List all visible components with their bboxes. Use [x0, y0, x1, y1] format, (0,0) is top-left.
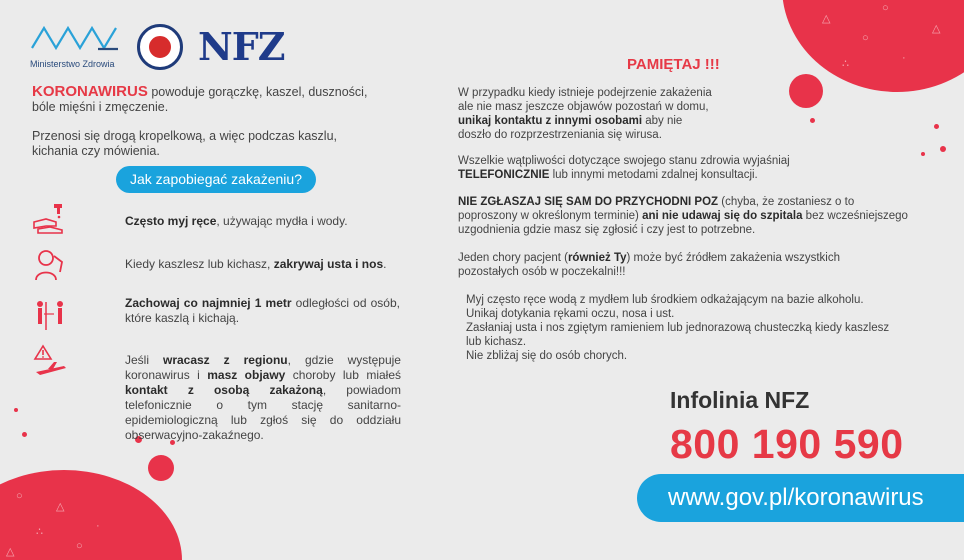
remember-heading: PAMIĘTAJ !!! [627, 56, 720, 73]
ministry-of-health-logo [30, 22, 122, 69]
paragraph-stay-home: W przypadku kiedy istnieje podejrzenie zakażenia ale nie masz jeszcze objawów pozostań w domu, unikaj kontaktu z innymi osobami aby nie doszło do rozprzestrzeniania się wirusa. [458, 87, 712, 141]
decorative-dot [14, 408, 18, 412]
eagle-emblem-icon [147, 34, 173, 60]
paragraph-dont-visit-clinic: NIE ZGŁASZAJ SIĘ SAM DO PRZYCHODNI POZ (chyba, że zostaniesz o to poproszony w określonym terminie) ani nie udawaj się do szpitala bez wcześniejszego uzgodnienia gdzie masz się zgłosić i czy jest to potrzebne. [458, 196, 908, 236]
nfz-logo: NFZ [198, 24, 285, 69]
decorative-dot [934, 124, 939, 129]
prevention-button[interactable]: Jak zapobiegać zakażeniu? [116, 166, 316, 193]
hotline-phone[interactable]: 800 190 590 [670, 421, 904, 467]
decorative-blob-bottom-left: ○ △ · ∴ ○ △ [0, 470, 182, 560]
decorative-dot [940, 146, 946, 152]
spread-text: Przenosi się drogą kropelkową, a więc podczas kaszlu, kichania czy mówienia. [32, 129, 338, 158]
intro-text: KORONAWIRUS powoduje gorączkę, kaszel, duszności, bóle mięśni i zmęczenie. [32, 83, 368, 114]
decorative-blob-middle [148, 455, 174, 481]
decorative-dot [921, 152, 925, 156]
website-link[interactable]: www.gov.pl/koronawirus [637, 474, 964, 522]
hotline-title: Infolinia NFZ [670, 387, 810, 413]
tip-keep-distance: Zachowaj co najmniej 1 metr odległości od osób, które kaszlą i kichają. [125, 296, 400, 325]
decorative-blob-right [789, 74, 823, 108]
mz-caption: Ministerstwo Zdrowia [30, 59, 115, 69]
list-item: Unikaj dotykania rękami oczu, nosa i ust. [466, 308, 675, 320]
intro-keyword: KORONAWIRUS [32, 83, 148, 100]
decorative-dot [22, 432, 27, 437]
tip-cover-mouth: Kiedy kaszlesz lub kichasz, zakrywaj usta i nos. [125, 257, 387, 271]
paragraph-phone-consult: Wszelkie wątpliwości dotyczące swojego stanu zdrowia wyjaśniaj TELEFONICZNIE lub innymi metodami zdalnej konsultacji. [458, 155, 790, 181]
decorative-blob-top-right: △ ○ · ∴ △ ○ [782, 0, 964, 92]
tip-returning-travel: Jeśli wracasz z regionu, gdzie występuje koronawirus i masz objawy choroby lub miałeś kontakt z osobą zakażoną, powiadom telefonicznie o tym stację sanitarno-epidemiologiczną lub zgłoś się do oddziału obserwacyjno-zakaźnego. [125, 353, 402, 442]
tip-wash-hands: Często myj ręce, używając mydła i wody. [125, 214, 348, 228]
cough-cover-icon [32, 248, 68, 282]
list-item: Myj często ręce wodą z mydłem lub środkiem odkażającym na bazie alkoholu. [466, 294, 864, 306]
list-item: Nie zbliżaj się do osób chorych. [466, 350, 628, 362]
list-item: Zasłaniaj usta i nos zgiętym ramieniem lub jednorazową chusteczką kiedy kaszlesz lub kichasz. [466, 322, 890, 348]
paragraph-waiting-room: Jeden chory pacjent (również Ty) może być źródłem zakażenia wszystkich pozostałych osób w poczekalni!!! [458, 252, 840, 278]
sanitary-inspection-logo [137, 24, 183, 70]
hand-washing-icon [32, 202, 68, 236]
travel-warning-icon [32, 344, 68, 378]
mz-mark-icon [30, 22, 120, 52]
social-distance-icon [32, 298, 68, 332]
decorative-dot [810, 118, 815, 123]
advice-list [466, 293, 896, 363]
